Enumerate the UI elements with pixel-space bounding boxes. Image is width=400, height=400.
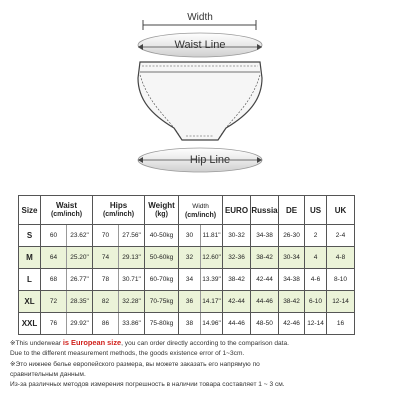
cell-hips-in: 32.28"	[122, 298, 141, 305]
note-line-1	[10, 338, 394, 349]
hip-label: Hip Line	[189, 154, 231, 166]
size-table-container	[18, 195, 382, 335]
cell-waist-cm: 68	[41, 269, 67, 290]
cell-de: 26-30	[279, 225, 305, 247]
cell-width-cm: 36	[179, 291, 201, 312]
header-width-unit: (cm/inch)	[184, 211, 217, 219]
cell-waist	[41, 269, 93, 291]
note-european-size-highlight: is European size	[62, 338, 122, 347]
table-row	[19, 247, 383, 269]
cell-weight: 75-80kg	[145, 313, 179, 335]
underwear-diagram	[0, 0, 400, 195]
cell-uk: 16	[327, 313, 355, 335]
header-waist-unit: (cm/inch)	[50, 211, 83, 218]
cell-width	[179, 313, 223, 335]
size-table	[18, 195, 383, 335]
table-body	[19, 225, 383, 335]
cell-uk: 4-8	[327, 247, 355, 269]
cell-weight: 70-75kg	[145, 291, 179, 313]
cell-weight: 50-60kg	[145, 247, 179, 269]
cell-width	[179, 269, 223, 291]
waist-label: Waist Line	[174, 39, 226, 51]
table-row	[19, 313, 383, 335]
cell-hips	[93, 313, 145, 335]
note-line-5: Из-за различных методов измерения погрешность в наличии товара составляет 1 ~ 3 см.	[10, 381, 285, 389]
cell-euro: 38-42	[223, 269, 251, 291]
header-waist	[41, 196, 93, 225]
cell-width	[179, 225, 223, 247]
note-line-3: ※Это нижнее белье европейского размера, вы можете заказать его напрямую по	[10, 360, 260, 368]
cell-hips-cm: 78	[93, 269, 119, 290]
cell-hips	[93, 269, 145, 291]
cell-waist	[41, 313, 93, 335]
header-uk: UK	[327, 196, 355, 225]
cell-size: M	[19, 247, 41, 269]
header-us: US	[305, 196, 327, 225]
cell-hips-in: 30.71"	[122, 276, 141, 283]
cell-waist-in: 25.20"	[70, 254, 89, 261]
cell-russia: 44-46	[251, 291, 279, 313]
header-size: Size	[19, 196, 41, 225]
cell-de: 38-42	[279, 291, 305, 313]
cell-width-cm: 34	[179, 269, 201, 290]
cell-euro: 30-32	[223, 225, 251, 247]
cell-width-in: 13.39"	[202, 276, 221, 283]
cell-hips-in: 33.86"	[122, 320, 141, 327]
cell-us: 4	[305, 247, 327, 269]
cell-waist	[41, 291, 93, 313]
cell-width-cm: 30	[179, 225, 201, 246]
table-row	[19, 225, 383, 247]
cell-weight: 60-70kg	[145, 269, 179, 291]
waist-line-oval	[138, 33, 262, 57]
cell-hips-in: 27.56"	[122, 232, 141, 239]
cell-hips-cm: 74	[93, 247, 119, 268]
cell-width	[179, 291, 223, 313]
cell-us: 2	[305, 225, 327, 247]
brief-illustration	[138, 62, 262, 140]
cell-width-in: 14.17"	[202, 298, 221, 305]
width-measure	[143, 12, 256, 30]
cell-waist-in: 29.92"	[70, 320, 89, 327]
cell-waist	[41, 247, 93, 269]
header-hips	[93, 196, 145, 225]
width-label: Width	[187, 12, 213, 23]
cell-us: 4-6	[305, 269, 327, 291]
cell-us: 6-10	[305, 291, 327, 313]
cell-width-in: 14.96"	[202, 320, 221, 327]
cell-russia: 42-44	[251, 269, 279, 291]
cell-russia: 48-50	[251, 313, 279, 335]
cell-size: XL	[19, 291, 41, 313]
header-weight-label: Weight	[148, 201, 175, 210]
header-euro: EURO	[223, 196, 251, 225]
cell-size: XXL	[19, 313, 41, 335]
cell-weight: 40-50kg	[145, 225, 179, 247]
note-line-4: сравнительным данным.	[10, 370, 86, 378]
cell-uk: 2-4	[327, 225, 355, 247]
cell-waist-in: 23.62"	[70, 232, 89, 239]
cell-euro: 44-46	[223, 313, 251, 335]
cell-waist-in: 26.77"	[70, 276, 89, 283]
cell-russia: 34-38	[251, 225, 279, 247]
cell-waist-in: 28.35"	[70, 298, 89, 305]
header-hips-unit: (cm/inch)	[102, 211, 135, 218]
cell-waist	[41, 225, 93, 247]
cell-de: 30-34	[279, 247, 305, 269]
cell-width-cm: 32	[179, 247, 201, 268]
cell-hips-cm: 70	[93, 225, 119, 246]
cell-hips	[93, 291, 145, 313]
cell-size: L	[19, 269, 41, 291]
cell-uk: 8-10	[327, 269, 355, 291]
cell-hips-cm: 86	[93, 313, 119, 334]
cell-waist-cm: 64	[41, 247, 67, 268]
table-header-row	[19, 196, 383, 225]
cell-hips-cm: 82	[93, 291, 119, 312]
cell-russia: 38-42	[251, 247, 279, 269]
cell-euro: 32-36	[223, 247, 251, 269]
cell-width-in: 11.81"	[202, 232, 221, 239]
cell-width-cm: 38	[179, 313, 201, 334]
header-hips-label: Hips	[109, 201, 128, 210]
cell-uk: 12-14	[327, 291, 355, 313]
hip-line-oval	[138, 148, 262, 172]
table-row	[19, 269, 383, 291]
table-row	[19, 291, 383, 313]
cell-waist-cm: 72	[41, 291, 67, 312]
size-notes	[10, 338, 394, 390]
header-width-label: Width	[192, 202, 209, 210]
header-de: DE	[279, 196, 305, 225]
cell-hips-in: 29.13"	[122, 254, 141, 261]
cell-waist-cm: 60	[41, 225, 67, 246]
header-weight-unit: (kg)	[155, 211, 168, 218]
cell-us: 12-14	[305, 313, 327, 335]
header-width	[179, 196, 223, 225]
cell-de: 34-38	[279, 269, 305, 291]
header-waist-label: Waist	[55, 201, 78, 210]
cell-de: 42-46	[279, 313, 305, 335]
note-line-1-suffix: , you can order directly according to the comparison data.	[121, 340, 290, 347]
cell-waist-cm: 76	[41, 313, 67, 334]
cell-width-in: 12.60"	[202, 254, 221, 261]
cell-width	[179, 247, 223, 269]
cell-size: S	[19, 225, 41, 247]
header-russia: Russia	[251, 196, 279, 225]
note-line-1-prefix: ※This underwear	[10, 340, 63, 347]
header-weight	[145, 196, 179, 225]
cell-hips	[93, 247, 145, 269]
note-line-2: Due to the different measurement methods, the goods existence error of 1~3cm.	[10, 350, 245, 358]
cell-euro: 42-44	[223, 291, 251, 313]
cell-hips	[93, 225, 145, 247]
